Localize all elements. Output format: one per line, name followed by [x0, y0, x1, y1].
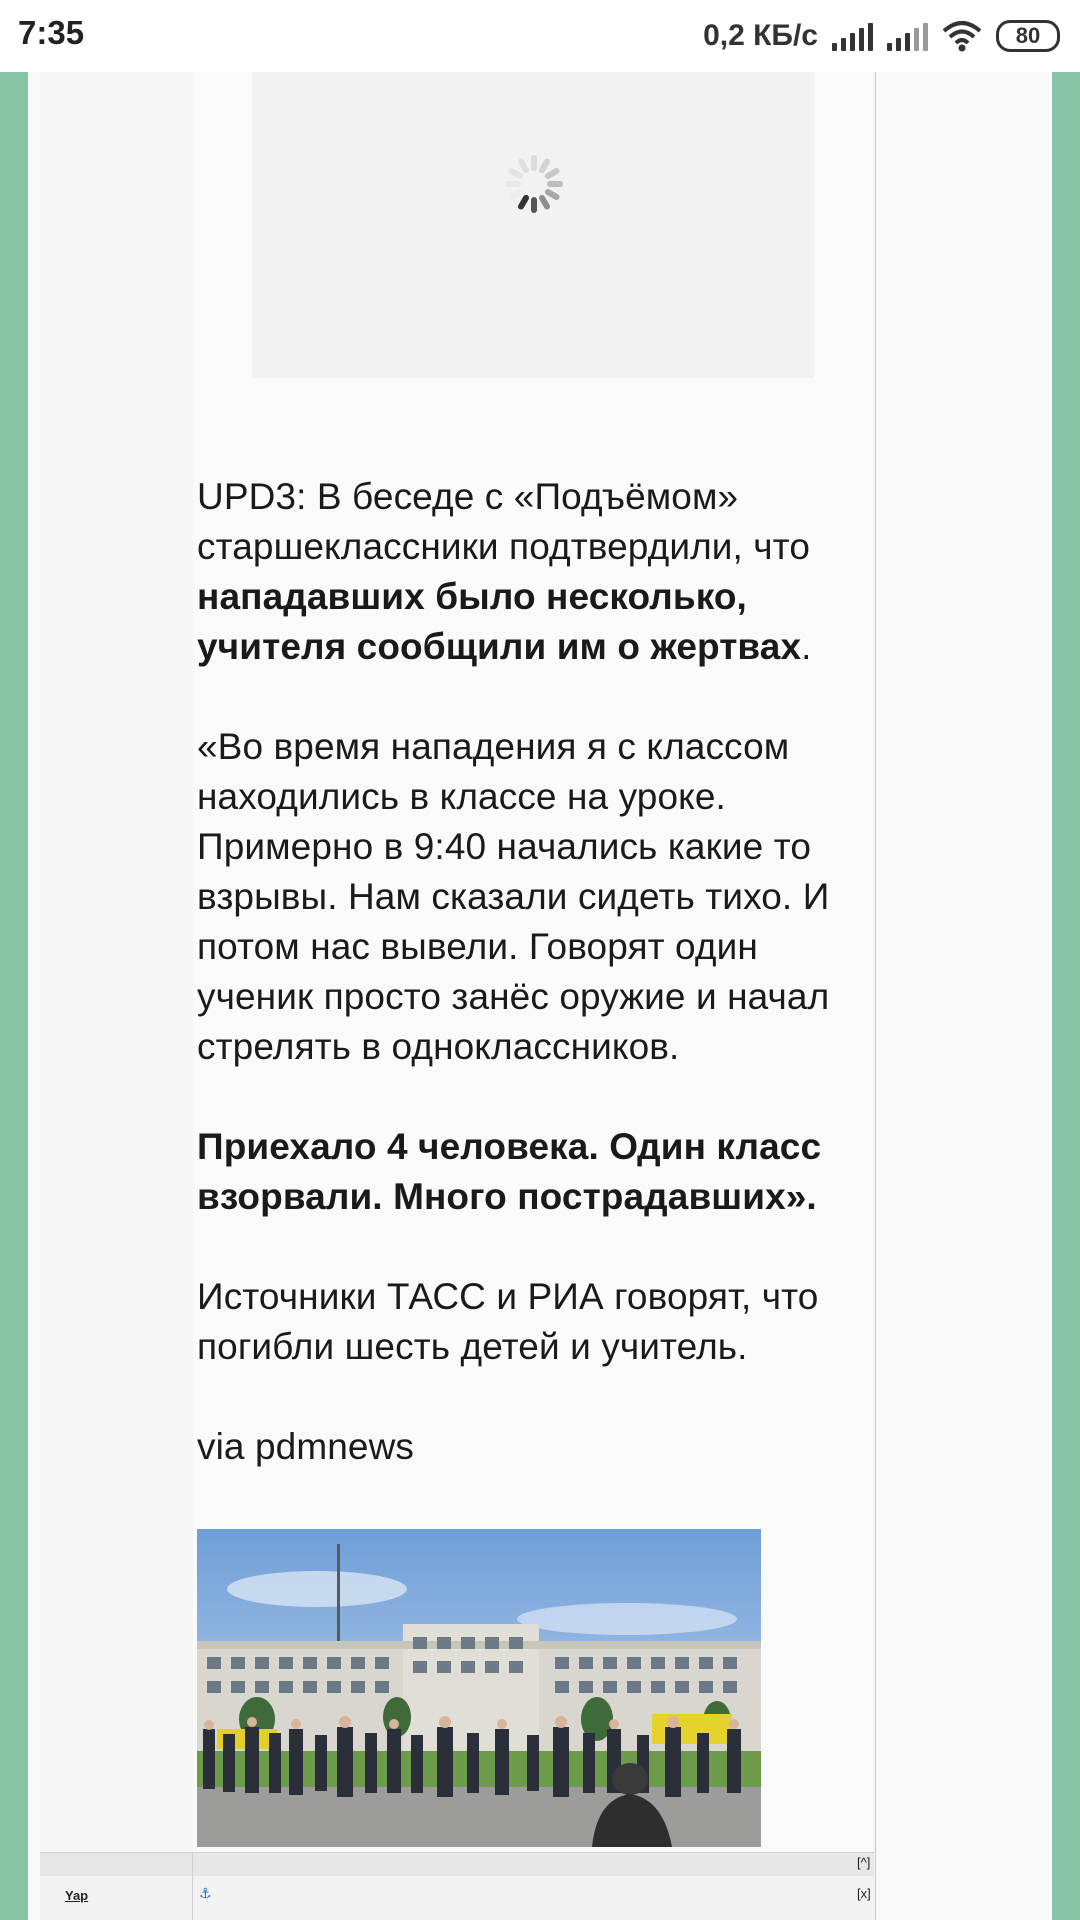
post-paragraph — [197, 472, 873, 672]
user-link[interactable]: Yap — [65, 1888, 89, 1903]
paragraph-bold-text: нападавших было несколько, учителя сообщили им о жертвах — [197, 576, 802, 667]
paragraph-text: via pdmnews — [197, 1426, 415, 1467]
close-link[interactable]: [x] — [857, 1886, 871, 1901]
status-bar — [0, 0, 1080, 72]
cell-signal-2-icon — [887, 21, 928, 51]
wifi-icon — [942, 19, 982, 53]
reply-header-bar — [40, 1876, 874, 1920]
paragraph-bold-text: Приехало 4 человека. Один класс взорвали. Много пострадавших». — [197, 1126, 822, 1217]
status-time: 7:35 — [18, 14, 85, 51]
paragraph-text: «Во время нападения я с классом находились в классе на уроке. Примерно в 9:40 начались какие то взрывы. Нам сказали сидеть тихо. И потом нас вывели. Говорят один ученик просто занёс оружие и начал стрелять в одноклассников. — [197, 726, 830, 1067]
loading-spinner-icon — [503, 148, 565, 220]
scroll-up-link[interactable]: [^] — [857, 1855, 871, 1870]
battery-indicator: 80 — [996, 20, 1060, 52]
post-paragraph — [197, 1122, 873, 1222]
status-icons — [703, 14, 1060, 58]
post-footer-bar — [40, 1852, 874, 1878]
anchor-icon[interactable]: ⚓ — [199, 1885, 212, 1901]
post-paragraph — [197, 1272, 873, 1372]
paragraph-text-end: . — [801, 626, 812, 667]
network-speed: 0,2 КБ/с — [703, 19, 818, 52]
post-paragraph — [197, 1422, 873, 1472]
post-photo[interactable] — [197, 1529, 761, 1847]
paragraph-text: UPD3: В беседе с «Подъёмом» старшеклассники подтвердили, что — [197, 476, 810, 567]
embedded-video[interactable] — [252, 72, 814, 378]
post-text — [197, 472, 873, 1522]
cell-signal-icon — [832, 21, 873, 51]
author-column — [40, 72, 193, 1852]
post-paragraph — [197, 722, 873, 1072]
paragraph-text: Источники ТАСС и РИА говорят, что погибли шесть детей и учитель. — [197, 1276, 819, 1367]
